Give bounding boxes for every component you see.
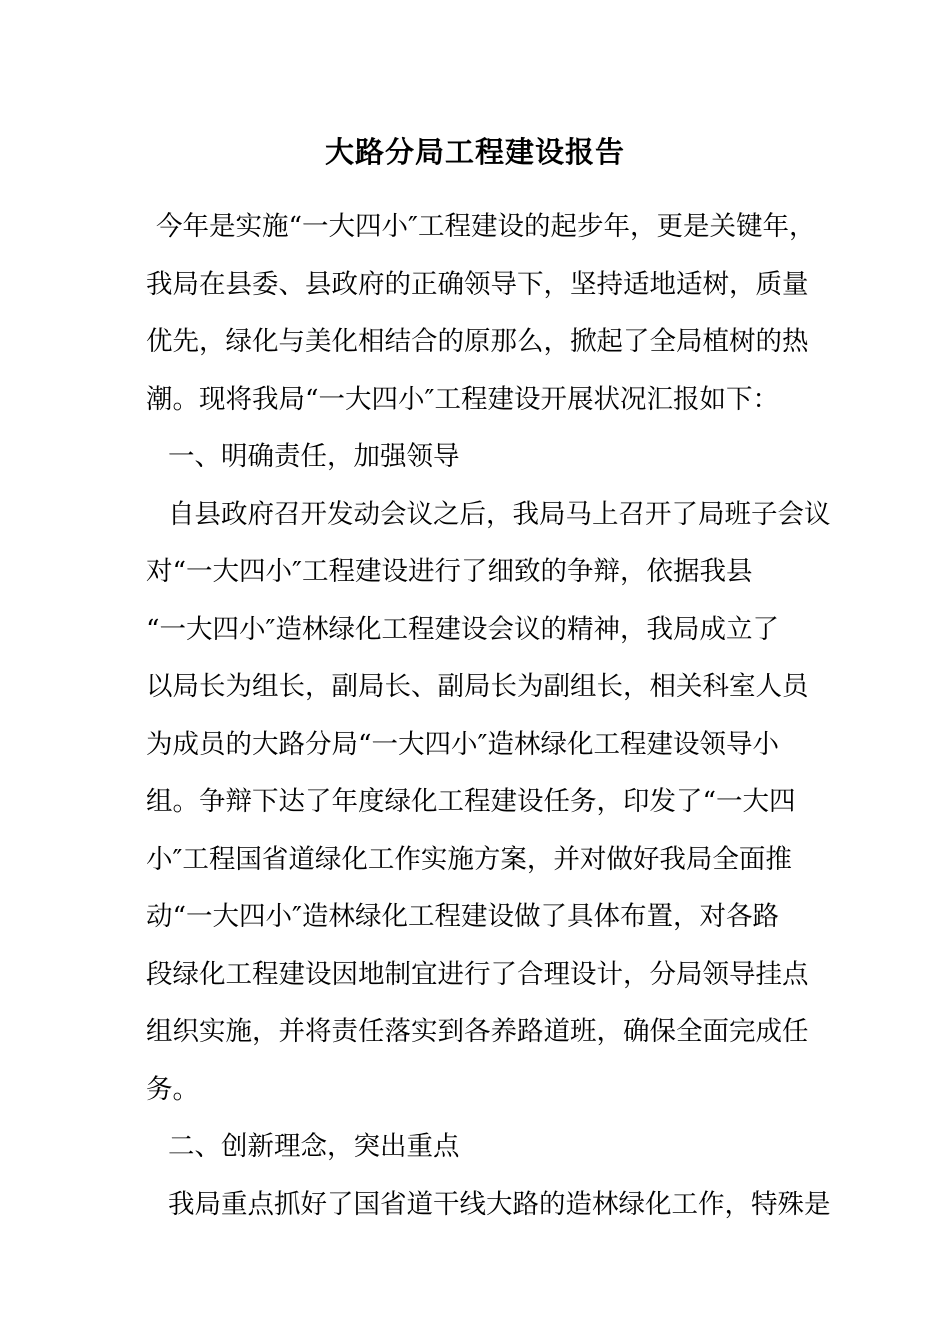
paragraph-line: 自县政府召开发动会议之后，我局马上召开了局班子会议 xyxy=(168,498,831,530)
paragraph-line: 潮。现将我局“一大四小″工程建设开展状况汇报如下： xyxy=(146,383,779,415)
paragraph-line: 小″工程国省道绿化工作实施方案，并对做好我局全面推 xyxy=(146,843,792,875)
paragraph-line: “一大四小″造林绿化工程建设会议的精神，我局成立了 xyxy=(146,613,779,645)
section-heading-1: 一、明确责任，加强领导 xyxy=(168,441,460,472)
document-title: 大路分局工程建设报告 xyxy=(324,135,625,169)
paragraph-line: 我局在县委、县政府的正确领导下，坚持适地适树，质量 xyxy=(146,268,809,300)
paragraph-line: 今年是实施“一大四小″工程建设的起步年，更是关键年， xyxy=(156,211,816,242)
paragraph-line: 段绿化工程建设因地制宜进行了合理设计，分局领导挂点 xyxy=(146,958,809,990)
document-body xyxy=(146,198,831,1233)
paragraph-line: 我局重点抓好了国省道干线大路的造林绿化工作，特殊是 xyxy=(168,1188,831,1220)
paragraph-line: 务。 xyxy=(146,1073,199,1105)
paragraph-line: 为成员的大路分局“一大四小″造林绿化工程建设领导小 xyxy=(146,728,779,760)
paragraph-line: 优先，绿化与美化相结合的原那么，掀起了全局植树的热 xyxy=(146,326,809,357)
section-heading-2: 二、创新理念，突出重点 xyxy=(168,1131,460,1162)
paragraph-line: 组。争辩下达了年度绿化工程建设任务，印发了“一大四 xyxy=(146,786,796,817)
paragraph-line: 组织实施，并将责任落实到各养路道班，确保全面完成任 xyxy=(146,1016,809,1047)
paragraph-line: 以局长为组长，副局长、副局长为副组长，相关科室人员 xyxy=(146,671,809,702)
paragraph-line: 动“一大四小″造林绿化工程建设做了具体布置，对各路 xyxy=(146,901,779,932)
paragraph-line: 对“一大四小″工程建设进行了细致的争辩，依据我县 xyxy=(146,556,753,587)
